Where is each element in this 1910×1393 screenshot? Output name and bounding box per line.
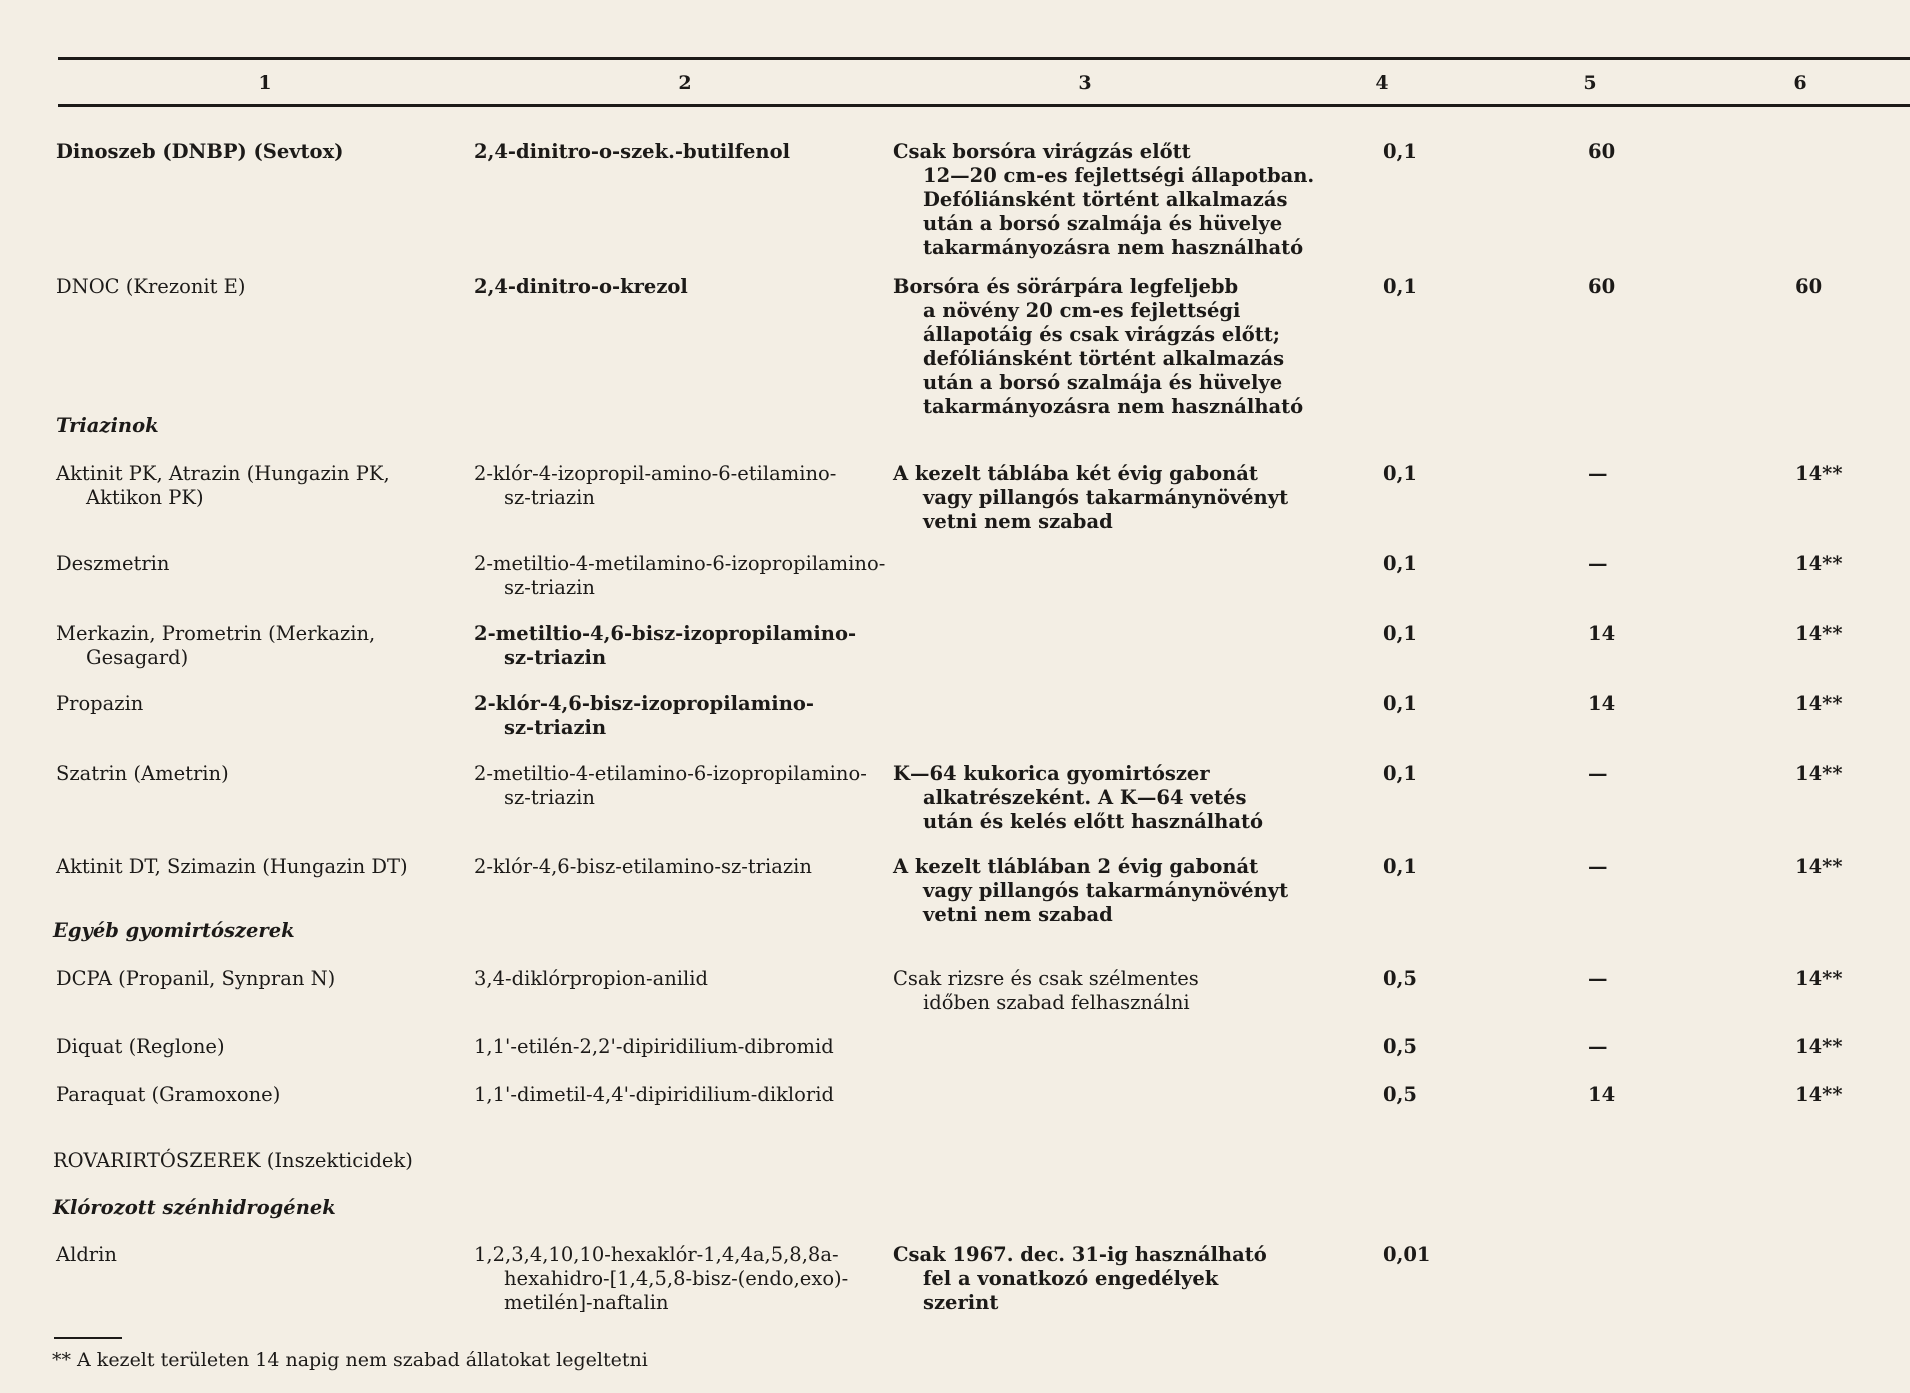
- column-header-5: 5: [1583, 72, 1597, 94]
- product-name-line: Aktikon PK): [86, 486, 204, 509]
- active-ingredient-line: 2,4-dinitro-o-krezol: [474, 275, 688, 298]
- row-6-usage-note: [893, 762, 1263, 834]
- row-7-col-4: 0,1: [1383, 855, 1417, 878]
- row-11-active-ingredient: [474, 1243, 848, 1315]
- row-5-active-ingredient: [474, 692, 814, 740]
- active-ingredient-line: 2-klór-4,6-bisz-etilamino-sz-triazin: [474, 855, 812, 878]
- usage-note-line: K—64 kukorica gyomirtószer: [893, 762, 1210, 785]
- product-name-line: Merkazin, Prometrin (Merkazin,: [56, 622, 376, 645]
- usage-note-line: Defóliánsként történt alkalmazás: [923, 188, 1288, 211]
- product-name-line: Aldrin: [56, 1243, 117, 1266]
- section-egyeb-gyomirtoszerek: Egyéb gyomirtószerek: [53, 919, 295, 942]
- row-3-col-5: —: [1588, 552, 1608, 575]
- active-ingredient-line: 3,4-diklórpropion-anilid: [474, 967, 708, 990]
- row-6-col-4: 0,1: [1383, 762, 1417, 785]
- active-ingredient-line: sz-triazin: [504, 786, 595, 809]
- section-klorozott-szenhidrogenek: Klórozott szénhidrogének: [53, 1196, 336, 1219]
- usage-note-line: Csak borsóra virágzás előtt: [893, 140, 1191, 163]
- row-0-usage-note: [893, 140, 1314, 260]
- row-11-col-4: 0,01: [1383, 1243, 1431, 1266]
- row-4-col-6: 14**: [1795, 622, 1843, 645]
- usage-note-line: vagy pillangós takarmánynövényt: [923, 486, 1289, 509]
- row-9-col-4: 0,5: [1383, 1035, 1417, 1058]
- row-3-active-ingredient: [474, 552, 885, 600]
- row-5-product-name: [56, 692, 143, 716]
- row-9-product-name: [56, 1035, 225, 1059]
- active-ingredient-line: 2-klór-4-izopropil-amino-6-etilamino-: [474, 462, 837, 485]
- row-10-col-5: 14: [1588, 1083, 1616, 1106]
- active-ingredient-line: 1,1'-dimetil-4,4'-dipiridilium-diklorid: [474, 1083, 834, 1106]
- row-7-col-6: 14**: [1795, 855, 1843, 878]
- product-name-line: Propazin: [56, 692, 144, 715]
- section-rovarirtoszerek: ROVARIRTÓSZEREK (Inszekticidek): [53, 1149, 413, 1172]
- column-header-2: 2: [678, 72, 692, 94]
- active-ingredient-line: hexahidro-[1,4,5,8-bisz-(endo,exo)-: [504, 1267, 849, 1290]
- row-10-col-4: 0,5: [1383, 1083, 1417, 1106]
- usage-note-line: 12—20 cm-es fejlettségi állapotban.: [923, 164, 1315, 187]
- row-6-col-5: —: [1588, 762, 1608, 785]
- row-0-active-ingredient: [474, 140, 790, 164]
- row-2-usage-note: [893, 462, 1288, 534]
- section-triazinok: Triazinok: [56, 414, 159, 437]
- row-8-active-ingredient: [474, 967, 708, 991]
- active-ingredient-line: sz-triazin: [504, 576, 595, 599]
- product-name-line: Diquat (Reglone): [56, 1035, 225, 1058]
- usage-note-line: szerint: [923, 1291, 999, 1314]
- active-ingredient-line: 1,1'-etilén-2,2'-dipiridilium-dibromid: [474, 1035, 834, 1058]
- active-ingredient-line: 2-metiltio-4-etilamino-6-izopropilamino-: [474, 762, 867, 785]
- usage-note-line: után a borsó szalmája és hüvelye: [923, 371, 1283, 394]
- product-name-line: Paraquat (Gramoxone): [56, 1083, 281, 1106]
- usage-note-line: Csak rizsre és csak szélmentes: [893, 967, 1199, 990]
- row-6-col-6: 14**: [1795, 762, 1843, 785]
- row-8-product-name: [56, 967, 335, 991]
- row-9-col-5: —: [1588, 1035, 1608, 1058]
- row-6-active-ingredient: [474, 762, 867, 810]
- row-1-col-6: 60: [1795, 275, 1823, 298]
- row-2-product-name: [56, 462, 390, 510]
- table-top-rule: [58, 57, 1910, 60]
- usage-note-line: A kezelt tláblában 2 évig gabonát: [893, 855, 1259, 878]
- usage-note-line: után a borsó szalmája és hüvelye: [923, 212, 1283, 235]
- active-ingredient-line: sz-triazin: [504, 716, 607, 739]
- row-11-usage-note: [893, 1243, 1267, 1315]
- product-name-line: DNOC (Krezonit E): [56, 275, 246, 298]
- row-8-usage-note: [893, 967, 1199, 1015]
- row-4-col-5: 14: [1588, 622, 1616, 645]
- active-ingredient-line: 1,2,3,4,10,10-hexaklór-1,4,4a,5,8,8a-: [474, 1243, 839, 1266]
- usage-note-line: vagy pillangós takarmánynövényt: [923, 879, 1289, 902]
- row-5-col-5: 14: [1588, 692, 1616, 715]
- usage-note-line: Csak 1967. dec. 31-ig használható: [893, 1243, 1267, 1266]
- row-6-product-name: [56, 762, 229, 786]
- footnote: ** A kezelt területen 14 napig nem szabad állatokat legeltetni: [52, 1349, 648, 1371]
- row-0-col-4: 0,1: [1383, 140, 1417, 163]
- row-0-col-5: 60: [1588, 140, 1616, 163]
- usage-note-line: vetni nem szabad: [923, 903, 1113, 926]
- column-header-6: 6: [1793, 72, 1807, 94]
- row-7-product-name: [56, 855, 408, 879]
- row-2-col-5: —: [1588, 462, 1608, 485]
- row-1-active-ingredient: [474, 275, 688, 299]
- row-3-col-4: 0,1: [1383, 552, 1417, 575]
- active-ingredient-line: 2-metiltio-4,6-bisz-izopropilamino-: [474, 622, 857, 645]
- product-name-line: DCPA (Propanil, Synpran N): [56, 967, 336, 990]
- row-10-active-ingredient: [474, 1083, 834, 1107]
- row-7-col-5: —: [1588, 855, 1608, 878]
- row-0-product-name: [56, 140, 343, 164]
- active-ingredient-line: sz-triazin: [504, 486, 595, 509]
- row-8-col-4: 0,5: [1383, 967, 1417, 990]
- row-7-active-ingredient: [474, 855, 812, 879]
- row-1-product-name: [56, 275, 246, 299]
- usage-note-line: Borsóra és sörárpára legfeljebb: [893, 275, 1239, 298]
- footnote-rule: [54, 1337, 122, 1339]
- usage-note-line: időben szabad felhasználni: [923, 991, 1190, 1014]
- usage-note-line: után és kelés előtt használható: [923, 810, 1263, 833]
- row-4-col-4: 0,1: [1383, 622, 1417, 645]
- active-ingredient-line: metilén]-naftalin: [504, 1291, 669, 1314]
- row-1-usage-note: [893, 275, 1303, 419]
- usage-note-line: fel a vonatkozó engedélyek: [923, 1267, 1219, 1290]
- header-bottom-rule: [58, 104, 1910, 107]
- usage-note-line: alkatrészeként. A K—64 vetés: [923, 786, 1247, 809]
- row-2-col-4: 0,1: [1383, 462, 1417, 485]
- row-10-product-name: [56, 1083, 280, 1107]
- product-name-line: Deszmetrin: [56, 552, 170, 575]
- column-header-4: 4: [1375, 72, 1389, 94]
- row-5-col-4: 0,1: [1383, 692, 1417, 715]
- product-name-line: Szatrin (Ametrin): [56, 762, 229, 785]
- product-name-line: Aktinit DT, Szimazin (Hungazin DT): [56, 855, 408, 878]
- usage-note-line: takarmányozásra nem használható: [923, 236, 1304, 259]
- row-2-col-6: 14**: [1795, 462, 1843, 485]
- active-ingredient-line: 2-klór-4,6-bisz-izopropilamino-: [474, 692, 814, 715]
- usage-note-line: A kezelt táblába két évig gabonát: [893, 462, 1258, 485]
- row-10-col-6: 14**: [1795, 1083, 1843, 1106]
- product-name-line: Aktinit PK, Atrazin (Hungazin PK,: [56, 462, 390, 485]
- row-9-col-6: 14**: [1795, 1035, 1843, 1058]
- row-3-col-6: 14**: [1795, 552, 1843, 575]
- row-5-col-6: 14**: [1795, 692, 1843, 715]
- usage-note-line: állapotáig és csak virágzás előtt;: [923, 323, 1280, 346]
- row-8-col-6: 14**: [1795, 967, 1843, 990]
- column-header-3: 3: [1078, 72, 1092, 94]
- active-ingredient-line: sz-triazin: [504, 646, 607, 669]
- row-1-col-5: 60: [1588, 275, 1616, 298]
- column-header-1: 1: [258, 72, 272, 94]
- usage-note-line: a növény 20 cm-es fejlettségi: [923, 299, 1241, 322]
- active-ingredient-line: 2,4-dinitro-o-szek.-butilfenol: [474, 140, 790, 163]
- row-2-active-ingredient: [474, 462, 836, 510]
- row-4-product-name: [56, 622, 375, 670]
- usage-note-line: defóliánsként történt alkalmazás: [923, 347, 1285, 370]
- product-name-line: Dinoszeb (DNBP) (Sevtox): [56, 140, 344, 163]
- row-8-col-5: —: [1588, 967, 1608, 990]
- row-1-col-4: 0,1: [1383, 275, 1417, 298]
- row-4-active-ingredient: [474, 622, 856, 670]
- usage-note-line: vetni nem szabad: [923, 510, 1113, 533]
- row-11-product-name: [56, 1243, 117, 1267]
- row-7-usage-note: [893, 855, 1288, 927]
- usage-note-line: takarmányozásra nem használható: [923, 395, 1304, 418]
- row-9-active-ingredient: [474, 1035, 834, 1059]
- product-name-line: Gesagard): [86, 646, 189, 669]
- active-ingredient-line: 2-metiltio-4-metilamino-6-izopropilamino-: [474, 552, 886, 575]
- row-3-product-name: [56, 552, 169, 576]
